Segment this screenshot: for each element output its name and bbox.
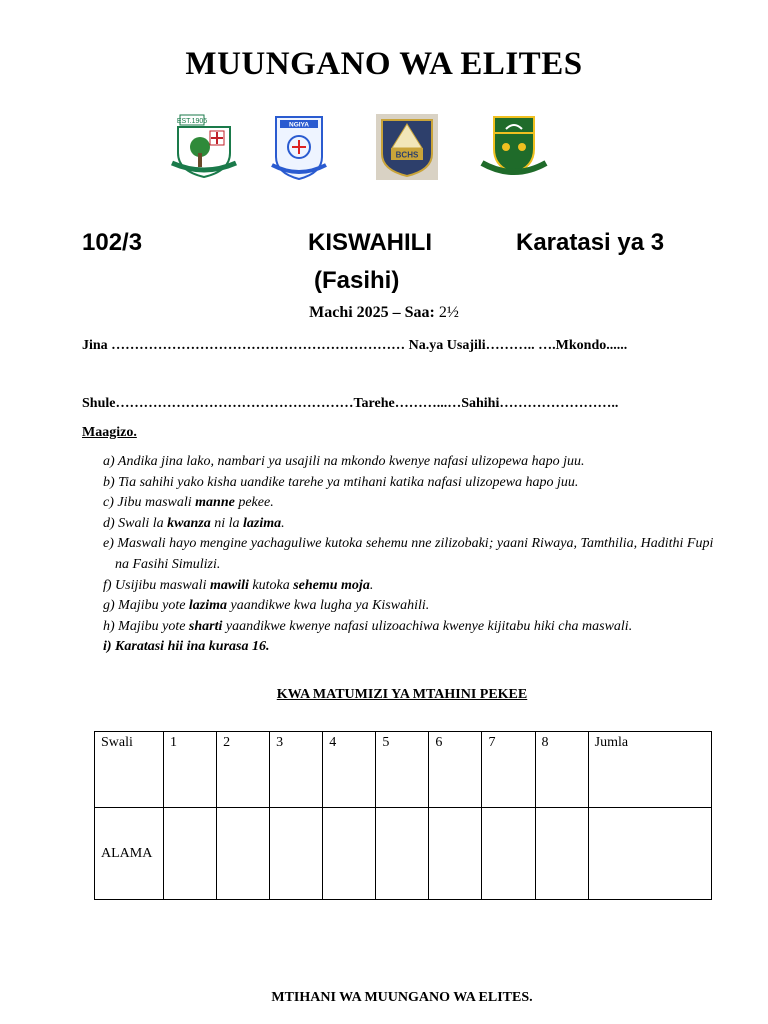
- page-title: MUUNGANO WA ELITES: [185, 46, 583, 82]
- time-value: 2½: [434, 304, 459, 321]
- table-header-cell: 2: [217, 732, 270, 808]
- school-crest-1-icon: [170, 113, 238, 181]
- table-header-cell: 7: [482, 732, 535, 808]
- school-crest-4-icon: [480, 113, 548, 181]
- crest-3-caption: BCHS: [395, 150, 419, 160]
- instruction-item: c) Jibu maswali manne pekee.: [103, 495, 274, 511]
- subject-part: (Fasihi): [314, 267, 400, 294]
- footer-text: MTIHANI WA MUUNGANO WA ELITES.: [271, 990, 533, 1005]
- table-header-cell: 5: [376, 732, 429, 808]
- score-cell[interactable]: [323, 808, 376, 900]
- marks-table-title: KWA MATUMIZI YA MTAHINI PEKEE: [276, 687, 528, 702]
- instruction-item: f) Usijibu maswali mawili kutoka sehemu moja.: [103, 577, 374, 593]
- row-label-alama: ALAMA: [95, 808, 164, 900]
- table-row: [95, 732, 712, 808]
- instruction-item: d) Swali la kwanza ni la lazima.: [103, 515, 285, 531]
- subject-name: KISWAHILI: [308, 229, 432, 256]
- marks-table: [94, 731, 712, 900]
- time-label: Saa:: [404, 304, 435, 321]
- table-header-cell: 6: [429, 732, 482, 808]
- crest-1-caption: EST.1906: [176, 118, 208, 125]
- table-header-cell: 3: [270, 732, 323, 808]
- table-header-cell: 4: [323, 732, 376, 808]
- paper-code: 102/3: [82, 229, 143, 256]
- paper-number: Karatasi ya 3: [516, 229, 665, 256]
- instruction-item: i) Karatasi hii ina kurasa 16.: [103, 639, 270, 655]
- school-crest-3-icon: [376, 113, 438, 181]
- instruction-item: g) Majibu yote lazima yaandikwe kwa lugha ya Kiswahili.: [103, 598, 430, 614]
- score-cell[interactable]: [376, 808, 429, 900]
- instructions-heading: Maagizo.: [82, 425, 137, 440]
- score-cell[interactable]: [217, 808, 270, 900]
- instruction-item: h) Majibu yote sharti yaandikwe kwenye nafasi ulizoachiwa kwenye kijitabu hiki cha maswali.: [103, 618, 633, 634]
- instructions-list: [103, 452, 723, 658]
- name-registration-line[interactable]: Jina ……………………………………………………… Na.ya Usajili……….. ….Mkondo......: [82, 338, 628, 353]
- score-cell[interactable]: [164, 808, 217, 900]
- table-row: [95, 808, 712, 900]
- instruction-item: a) Andika jina lako, nambari ya usajili na mkondo kwenye nafasi ulizopewa hapo juu.: [103, 454, 585, 469]
- exam-date-time: [0, 304, 768, 322]
- school-date-signature-line[interactable]: Shule……………………………………………Tarehe………...…Sahihi……………………..: [82, 396, 619, 411]
- crest-2-caption: NGIYA: [289, 121, 309, 129]
- table-header-cell: Jumla: [588, 732, 711, 808]
- score-cell[interactable]: [429, 808, 482, 900]
- instruction-item: b) Tia sahihi yako kisha uandike tarehe ya mtihani katika nafasi ulizopewa hapo juu.: [103, 474, 579, 490]
- school-crest-2-icon: [266, 113, 332, 181]
- table-header-cell: 1: [164, 732, 217, 808]
- score-cell[interactable]: [535, 808, 588, 900]
- score-cell[interactable]: [482, 808, 535, 900]
- score-cell[interactable]: [270, 808, 323, 900]
- table-header-cell: Swali: [95, 732, 164, 808]
- table-header-cell: 8: [535, 732, 588, 808]
- exam-date: Machi 2025 –: [309, 304, 405, 321]
- instruction-item: e) Maswali hayo mengine yachaguliwe kutoka sehemu nne zilizobaki; yaani Riwaya, Tamthilia, Hadithi Fupi na Fasihi Simulizi.: [103, 536, 714, 572]
- total-score-cell[interactable]: [588, 808, 711, 900]
